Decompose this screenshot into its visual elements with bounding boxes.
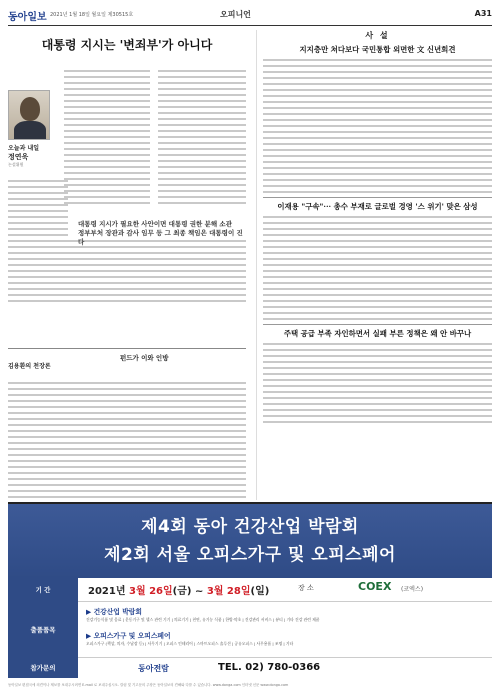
item-health-heading: ▶ 건강산업 박람회: [86, 608, 142, 616]
author-name: 정연욱: [8, 153, 29, 161]
date-label: 기 간: [8, 578, 78, 602]
ad-date-row: [8, 578, 492, 602]
editorial-title-3[interactable]: 주택 공급 부족 자인하면서 실패 부른 정책은 왜 안 바꾸나: [283, 329, 472, 338]
coex-logo: COEX: [358, 580, 392, 593]
ad-items: [8, 602, 492, 658]
editorial-body-2: [263, 216, 492, 320]
expo-advertisement[interactable]: [8, 502, 492, 680]
newspaper-page: [8, 0, 492, 691]
venue-label: 장 소: [298, 584, 314, 592]
coex-korean: (코엑스): [401, 586, 424, 593]
contact-label: 참가문의: [8, 658, 78, 678]
author-role: 논설위원: [8, 162, 24, 167]
column-title[interactable]: 대통령 지시는 '변죄부'가 아니다: [41, 38, 213, 52]
item-office-desc: 오피스가구 (책상, 의자, 수납장 등) | 사무기기 | 오피스 인테리어 | 스마트오피스 솔루션 | 공유오피스 | 사무용품 | 조명 | 기타: [86, 641, 294, 646]
organizer-name: 동아전람: [138, 664, 169, 673]
editorial-column: [256, 30, 492, 500]
ad-hero: [8, 504, 492, 578]
author-photo: [8, 90, 50, 140]
item-health-desc: 건강기능식품 및 음료 | 운동기구 및 헬스 관련 기기 | 의료기기 | 천연, 유기농 식품 | 한방·약초 | 건강관리 서비스 | 뷰티 | 기타 건강 관련 제품: [86, 617, 320, 622]
date-start-day: (금): [172, 586, 192, 597]
sub-column-title[interactable]: 펀드가 이와 인방: [120, 354, 169, 362]
ad-title-1: 제4회 동아 건강산업 박람회: [141, 517, 359, 537]
newspaper-brand[interactable]: 동아일보: [8, 12, 47, 23]
editorial-body-1: [263, 59, 492, 193]
editorial-title-2[interactable]: 이재용 "구속"··· 총수 부재로 글로벌 경영 '스 위기' 맞은 삼성: [277, 202, 478, 211]
section-title: 오피니언: [220, 10, 251, 19]
items-label: 출품품목: [8, 602, 78, 658]
editorial-title-1[interactable]: 지지층만 쳐다보다 국민통합 외면한 文 신년회견: [299, 45, 456, 54]
date-end-day: (일): [250, 586, 270, 597]
column-name: 오늘과 내일: [8, 145, 40, 152]
editorial-label: 사 설: [365, 30, 390, 40]
issue-date: 2021년 1월 18일 월요일 제30515호: [50, 12, 134, 18]
date-end: 3월 28일: [206, 586, 251, 597]
event-date: [88, 582, 269, 597]
sub-column: [8, 348, 246, 526]
opinion-column: [8, 30, 246, 500]
date-separator: ~: [191, 586, 207, 597]
editorial-body-3: [263, 343, 492, 423]
date-start: 3월 26일: [128, 586, 173, 597]
author-box: [8, 90, 56, 168]
date-year: 2021년: [88, 586, 126, 597]
ad-contact: [8, 658, 492, 678]
pull-quote: [78, 220, 246, 247]
pull-quote-line-2: 정부부처 장관과 감사 임무 등 그 최종 책임은 대통령이 진다: [78, 229, 243, 246]
contact-phone[interactable]: TEL. 02) 780-0366: [218, 662, 321, 673]
sub-column-name: 김용환의 천장론: [8, 363, 51, 370]
ad-title-2: 제2회 서울 오피스가구 및 오피스페어: [104, 545, 396, 565]
pull-quote-line-1: 대통령 지시가 필요한 사안이면 대통령 권한 분해 소관: [78, 220, 232, 228]
page-number: A31: [474, 9, 492, 18]
item-office-heading: ▶ 오피스가구 및 오피스페어: [86, 632, 171, 640]
page-header: [8, 6, 492, 26]
page-footer: 동아일보 편집국에 의견이나 제보를 보내주시려면 E-mail 로 보내주십시오. 칼럼 및 기고문의 주장은 동아일보의 견해와 다를 수 있습니다. www.donga.com 인터넷 신문 www.donga.com: [8, 683, 289, 687]
